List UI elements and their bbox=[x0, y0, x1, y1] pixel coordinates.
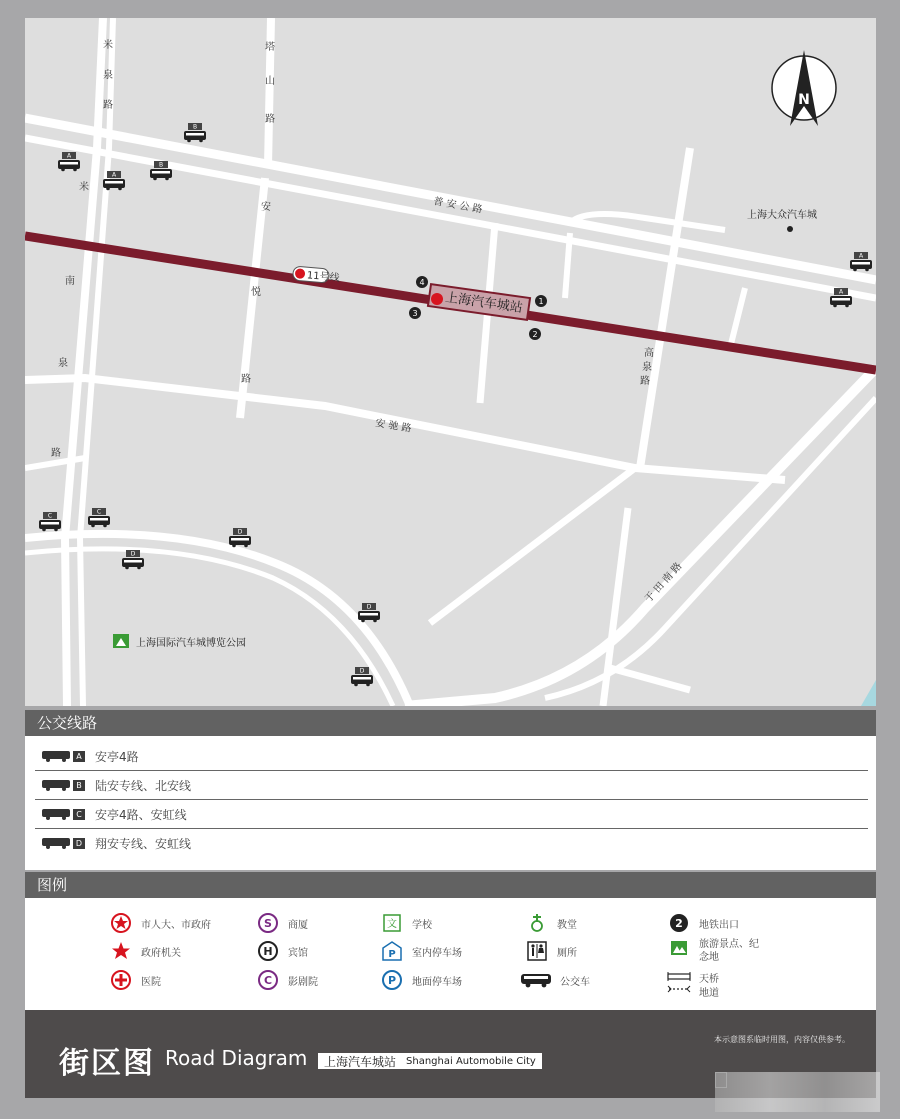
svg-text:上海大众汽车城: 上海大众汽车城 bbox=[747, 210, 817, 221]
bus-route-row[interactable] bbox=[35, 800, 868, 829]
legend-item bbox=[520, 969, 590, 991]
scenic-spot-icon bbox=[667, 938, 691, 960]
footer-station-cn: 上海汽车城站 bbox=[324, 1054, 397, 1069]
svg-text:泉: 泉 bbox=[58, 358, 68, 369]
legend-item bbox=[380, 969, 462, 991]
svg-text:D: D bbox=[237, 528, 243, 536]
svg-text:P: P bbox=[387, 974, 397, 987]
svg-text:悦: 悦 bbox=[251, 287, 261, 298]
bus-icon bbox=[520, 969, 552, 991]
svg-text:A: A bbox=[66, 152, 72, 160]
red-star-circle-icon bbox=[109, 912, 133, 934]
svg-text:山: 山 bbox=[265, 76, 275, 87]
legend-item bbox=[667, 938, 777, 964]
bus-routes-list bbox=[25, 736, 876, 870]
svg-text:2: 2 bbox=[675, 917, 683, 930]
map-canvas bbox=[25, 18, 876, 706]
svg-text:C: C bbox=[263, 974, 273, 987]
svg-text:文: 文 bbox=[387, 919, 397, 930]
svg-text:N: N bbox=[798, 92, 810, 108]
metro-exit-2[interactable] bbox=[529, 328, 541, 340]
bus-route-label: 安亭4路 bbox=[95, 749, 139, 764]
school-icon bbox=[380, 912, 404, 934]
legend-label: 医院 bbox=[141, 976, 161, 988]
indoor-parking-icon bbox=[380, 940, 404, 962]
c-circle-icon bbox=[256, 969, 280, 991]
svg-text:A: A bbox=[838, 288, 844, 296]
svg-text:D: D bbox=[359, 667, 365, 675]
metro-exit-4[interactable] bbox=[416, 276, 428, 288]
metro-exit-3[interactable] bbox=[409, 307, 421, 319]
legend-item bbox=[256, 940, 308, 962]
svg-text:3: 3 bbox=[412, 309, 418, 318]
toilet-icon bbox=[525, 940, 549, 962]
metro-station-icon bbox=[431, 293, 443, 305]
svg-text:泉: 泉 bbox=[642, 362, 652, 373]
bus-route-label: 翔安专线、安虹线 bbox=[95, 836, 192, 851]
legend-item bbox=[380, 912, 432, 934]
road-label-yu-tian: 于 田 南 路 bbox=[643, 560, 685, 606]
legend-label: 商厦 bbox=[288, 919, 308, 931]
legend-item bbox=[667, 912, 739, 934]
svg-text:高: 高 bbox=[644, 348, 654, 359]
road-label-mi-quan-north bbox=[103, 38, 113, 111]
svg-text:路: 路 bbox=[241, 374, 251, 385]
svg-text:路: 路 bbox=[640, 376, 650, 387]
footer-title-en: Road Diagram bbox=[165, 1046, 308, 1070]
watermark-blur bbox=[715, 1072, 880, 1112]
svg-text:S: S bbox=[264, 917, 272, 930]
svg-text:泉: 泉 bbox=[103, 70, 113, 81]
svg-text:B: B bbox=[158, 161, 164, 169]
svg-text:上海国际汽车城博览公园: 上海国际汽车城博览公园 bbox=[136, 638, 246, 649]
svg-text:路: 路 bbox=[265, 114, 275, 125]
svg-text:D: D bbox=[366, 603, 372, 611]
bus-icon: A bbox=[41, 750, 85, 762]
street-map bbox=[25, 18, 876, 706]
footer-station-box bbox=[318, 1053, 542, 1069]
church-icon bbox=[525, 912, 549, 934]
legend-item bbox=[256, 969, 318, 991]
legend-label: 政府机关 bbox=[141, 947, 181, 959]
legend-item bbox=[380, 940, 462, 962]
svg-text:米: 米 bbox=[79, 182, 89, 193]
legend-header: 图例 bbox=[25, 872, 876, 898]
ground-parking-icon bbox=[380, 969, 404, 991]
legend-label: 室内停车场 bbox=[412, 947, 462, 959]
legend-item bbox=[256, 912, 308, 934]
red-cross-circle-icon bbox=[109, 969, 133, 991]
station-name-label: 上海汽车城站 bbox=[444, 290, 524, 317]
legend-item bbox=[109, 912, 211, 934]
h-circle-icon bbox=[256, 940, 280, 962]
bus-route-row[interactable] bbox=[35, 771, 868, 800]
bus-route-row[interactable] bbox=[35, 742, 868, 771]
svg-text:H: H bbox=[263, 945, 273, 958]
footer-station-en: Shanghai Automobile City bbox=[406, 1055, 536, 1067]
bus-routes-header: 公交线路 bbox=[25, 710, 876, 736]
red-star-icon bbox=[109, 940, 133, 962]
svg-text:11号线: 11号线 bbox=[306, 270, 340, 285]
legend-label: 影剧院 bbox=[288, 976, 318, 988]
legend-label: 学校 bbox=[412, 919, 432, 931]
legend-label: 旅游景点、纪念地 bbox=[699, 939, 759, 963]
map-background bbox=[25, 18, 876, 706]
svg-text:路: 路 bbox=[51, 448, 61, 459]
bus-route-label: 陆安专线、北安线 bbox=[95, 778, 192, 793]
metro-exit-1[interactable] bbox=[535, 295, 547, 307]
legend-label: 地铁出口 bbox=[699, 919, 739, 931]
bus-icon: B bbox=[41, 779, 85, 791]
bus-icon: D bbox=[41, 837, 85, 849]
legend-label: 公交车 bbox=[560, 976, 590, 988]
legend-item bbox=[667, 980, 719, 1002]
footer-disclaimer: 本示意图系临时用图，内容仅供参考。 bbox=[714, 1035, 850, 1044]
svg-text:米: 米 bbox=[103, 40, 113, 51]
road-label-an-chi: 安 驰 路 bbox=[374, 418, 413, 435]
svg-text:路: 路 bbox=[103, 100, 113, 111]
svg-text:A: A bbox=[111, 171, 117, 179]
legend-label: 市人大、市政府 bbox=[141, 919, 211, 931]
svg-text:1: 1 bbox=[538, 297, 544, 306]
s-circle-icon bbox=[256, 912, 280, 934]
underpass-icon bbox=[667, 980, 691, 1002]
legend-label: 地道 bbox=[699, 987, 719, 999]
legend-item bbox=[525, 912, 577, 934]
bus-route-row[interactable] bbox=[35, 829, 868, 857]
footer-title-cn: 街区图 bbox=[59, 1046, 155, 1081]
legend-item bbox=[525, 940, 577, 962]
legend-item bbox=[109, 940, 181, 962]
svg-text:安: 安 bbox=[261, 202, 271, 213]
legend-label: 厕所 bbox=[557, 947, 577, 959]
road-label-pu-an: 普 安 公 路 bbox=[432, 196, 484, 216]
legend bbox=[25, 898, 876, 1010]
svg-text:南: 南 bbox=[65, 276, 75, 287]
svg-text:4: 4 bbox=[419, 278, 425, 287]
svg-text:2: 2 bbox=[532, 330, 538, 339]
svg-text:C: C bbox=[96, 508, 102, 516]
svg-text:P: P bbox=[388, 949, 396, 960]
bus-icon: C bbox=[41, 808, 85, 820]
svg-text:A: A bbox=[858, 252, 864, 260]
legend-item bbox=[109, 969, 161, 991]
legend-label: 地面停车场 bbox=[412, 976, 462, 988]
bus-route-label: 安亭4路、安虹线 bbox=[95, 807, 187, 822]
svg-text:塔: 塔 bbox=[265, 42, 275, 53]
road-ta-shan bbox=[268, 18, 271, 166]
legend-label: 天桥 bbox=[699, 973, 719, 985]
legend-label: 教堂 bbox=[557, 919, 577, 931]
svg-text:B: B bbox=[192, 123, 198, 131]
legend-label: 宾馆 bbox=[288, 947, 308, 959]
metro-exit-icon bbox=[667, 912, 691, 934]
svg-text:D: D bbox=[130, 550, 136, 558]
svg-text:C: C bbox=[47, 512, 53, 520]
